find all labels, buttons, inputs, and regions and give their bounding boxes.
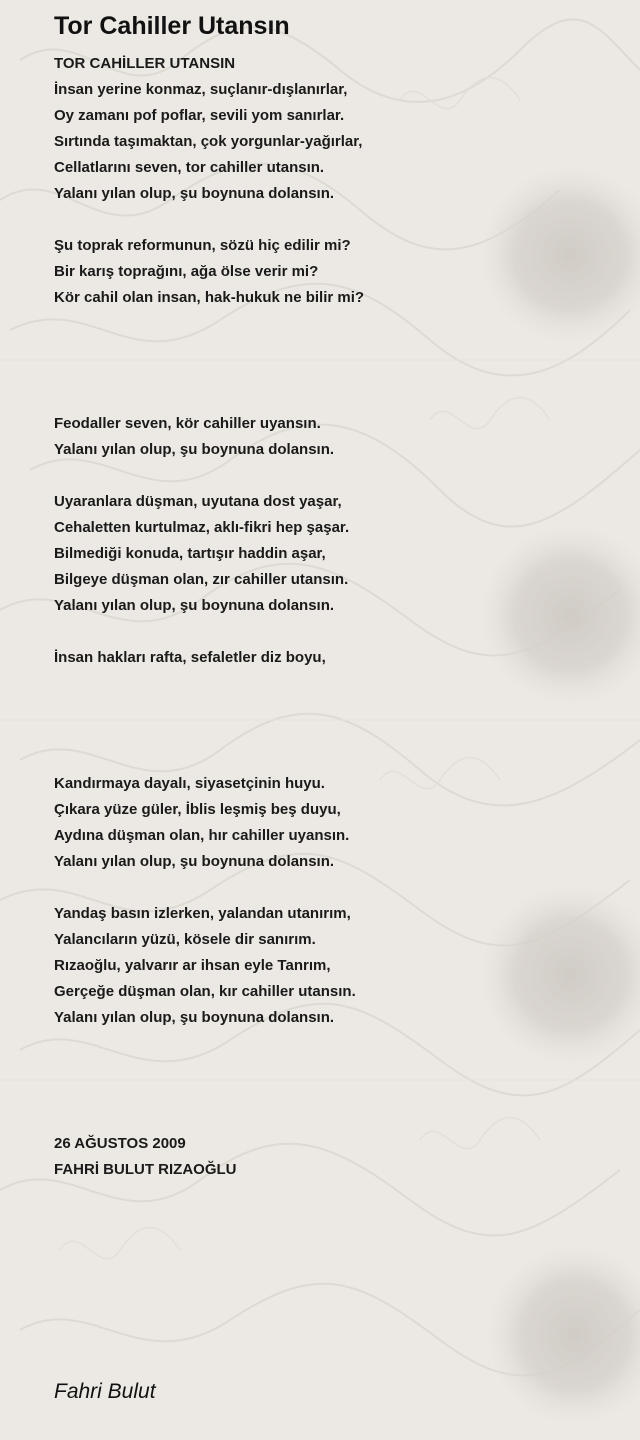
poem-line: Sırtında taşımaktan, çok yorgunlar-yağırlar,: [54, 133, 363, 150]
stanza-break: [54, 207, 614, 233]
poem-line: Aydına düşman olan, hır cahiller uyansın.: [54, 827, 350, 844]
poem-line: Yalanı yılan olup, şu boynuna dolansın.: [54, 441, 335, 458]
poem-line: Yalanı yılan olup, şu boynuna dolansın.: [54, 1009, 335, 1026]
poem-line: Kandırmaya dayalı, siyasetçinin huyu.: [54, 775, 325, 792]
poem-line: Rızaoğlu, yalvarır ar ihsan eyle Tanrım,: [54, 957, 331, 974]
author-signature: Fahri Bulut: [54, 1380, 156, 1403]
stanza-break: [54, 619, 614, 645]
poem-line: Bir karış toprağını, ağa ölse verir mi?: [54, 263, 319, 280]
poem-author-line: FAHRİ BULUT RIZAOĞLU: [54, 1161, 237, 1178]
poem-line: Feodaller seven, kör cahiller uyansın.: [54, 415, 321, 432]
poem-line: Cellatlarını seven, tor cahiller utansın.: [54, 159, 325, 176]
poem-line: İnsan yerine konmaz, suçlanır-dışlanırlar,: [54, 81, 348, 98]
poem-line: Yandaş basın izlerken, yalandan utanırım,: [54, 905, 351, 922]
poem-line: İnsan hakları rafta, sefaletler diz boyu,: [54, 649, 326, 666]
poem-section-3: [54, 771, 614, 1031]
poem-heading: TOR CAHİLLER UTANSIN: [54, 55, 236, 72]
poem-line: Yalanı yılan olup, şu boynuna dolansın.: [54, 853, 335, 870]
stanza-break: [54, 463, 614, 489]
poem-section-2: [54, 411, 614, 671]
poem-line: Kör cahil olan insan, hak-hukuk ne bilir mi?: [54, 289, 365, 306]
poem-footer: [54, 1131, 614, 1183]
poem-line: Yalanı yılan olup, şu boynuna dolansın.: [54, 597, 335, 614]
poem-line: Gerçeğe düşman olan, kır cahiller utansın.: [54, 983, 356, 1000]
poem-line: Şu toprak reformunun, sözü hiç edilir mi?: [54, 237, 351, 254]
poem-date: 26 AĞUSTOS 2009: [54, 1135, 186, 1152]
stanza-break: [54, 875, 614, 901]
poem-line: Bilmediği konuda, tartışır haddin aşar,: [54, 545, 326, 562]
poem-line: Oy zamanı pof poflar, sevili yom sanırlar.: [54, 107, 345, 124]
poem-line: Çıkara yüze güler, İblis leşmiş beş duyu,: [54, 801, 341, 818]
poem-line: Bilgeye düşman olan, zır cahiller utansın.: [54, 571, 349, 588]
poem-line: Cehaletten kurtulmaz, aklı-fikri hep şaşar.: [54, 519, 350, 536]
poem-section-1: [54, 51, 614, 311]
poem-line: Yalancıların yüzü, kösele dir sanırım.: [54, 931, 316, 948]
poem-line: Yalanı yılan olup, şu boynuna dolansın.: [54, 185, 335, 202]
poem-title: Tor Cahiller Utansın: [54, 12, 290, 40]
poem-line: Uyaranlara düşman, uyutana dost yaşar,: [54, 493, 342, 510]
